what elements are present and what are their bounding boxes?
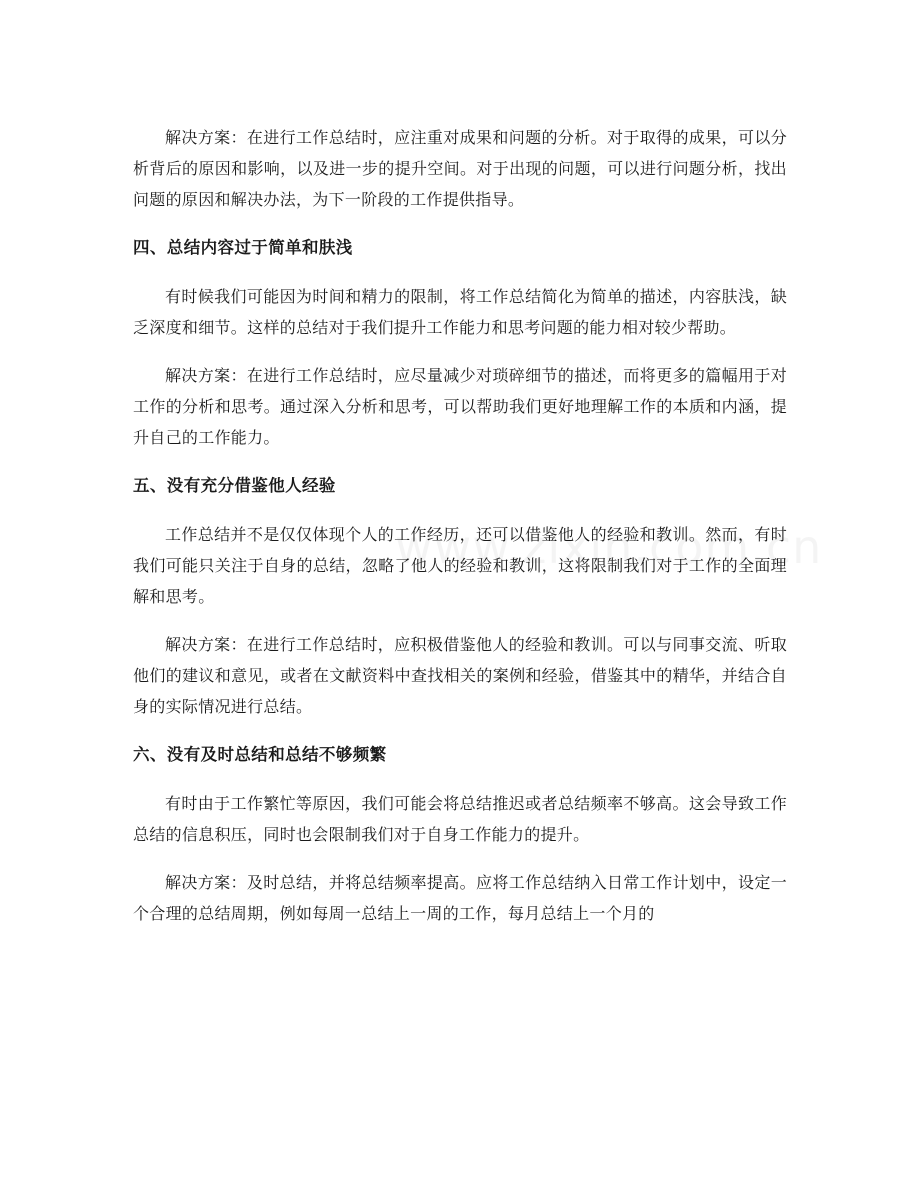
paragraph-section-5-solution: 解决方案：在进行工作总结时，应积极借鉴他人的经验和教训。可以与同事交流、听取他们的建议和意见，或者在文献资料中查找相关的案例和经验，借鉴其中的精华，并结合自身的实际情况进行总结。 [133,635,787,716]
paragraph-section-6-solution: 解决方案：及时总结，并将总结频率提高。应将工作总结纳入日常工作计划中，设定一个合理的总结周期，例如每周一总结上一周的工作，每月总结上一个月的 [133,873,787,923]
paragraph-section-5-problem: 工作总结并不是仅仅体现个人的工作经历，还可以借鉴他人的经验和教训。然而，有时我们可能只关注于自身的总结，忽略了他人的经验和教训，这将限制我们对于工作的全面理解和思考。 [133,525,787,606]
paragraph-section-4-solution: 解决方案：在进行工作总结时，应尽量减少对琐碎细节的描述，而将更多的篇幅用于对工作的分析和思考。通过深入分析和思考，可以帮助我们更好地理解工作的本质和内涵，提升自己的工作能力。 [133,366,787,447]
heading-section-5: 五、没有充分借鉴他人经验 [133,476,336,495]
paragraph-section-6-problem: 有时由于工作繁忙等原因，我们可能会将总结推迟或者总结频率不够高。这会导致工作总结的信息积压，同时也会限制我们对于自身工作能力的提升。 [133,794,787,844]
document-body [133,122,787,929]
heading-section-4: 四、总结内容过于简单和肤浅 [133,238,353,257]
paragraph-solution-analysis: 解决方案：在进行工作总结时，应注重对成果和问题的分析。对于取得的成果，可以分析背后的原因和影响，以及进一步的提升空间。对于出现的问题，可以进行问题分析，找出问题的原因和解决办法，为下一阶段的工作提供指导。 [133,128,787,209]
heading-section-6: 六、没有及时总结和总结不够频繁 [133,745,387,764]
paragraph-section-4-problem: 有时候我们可能因为时间和精力的限制，将工作总结简化为简单的描述，内容肤浅，缺乏深度和细节。这样的总结对于我们提升工作能力和思考问题的能力相对较少帮助。 [133,287,787,337]
